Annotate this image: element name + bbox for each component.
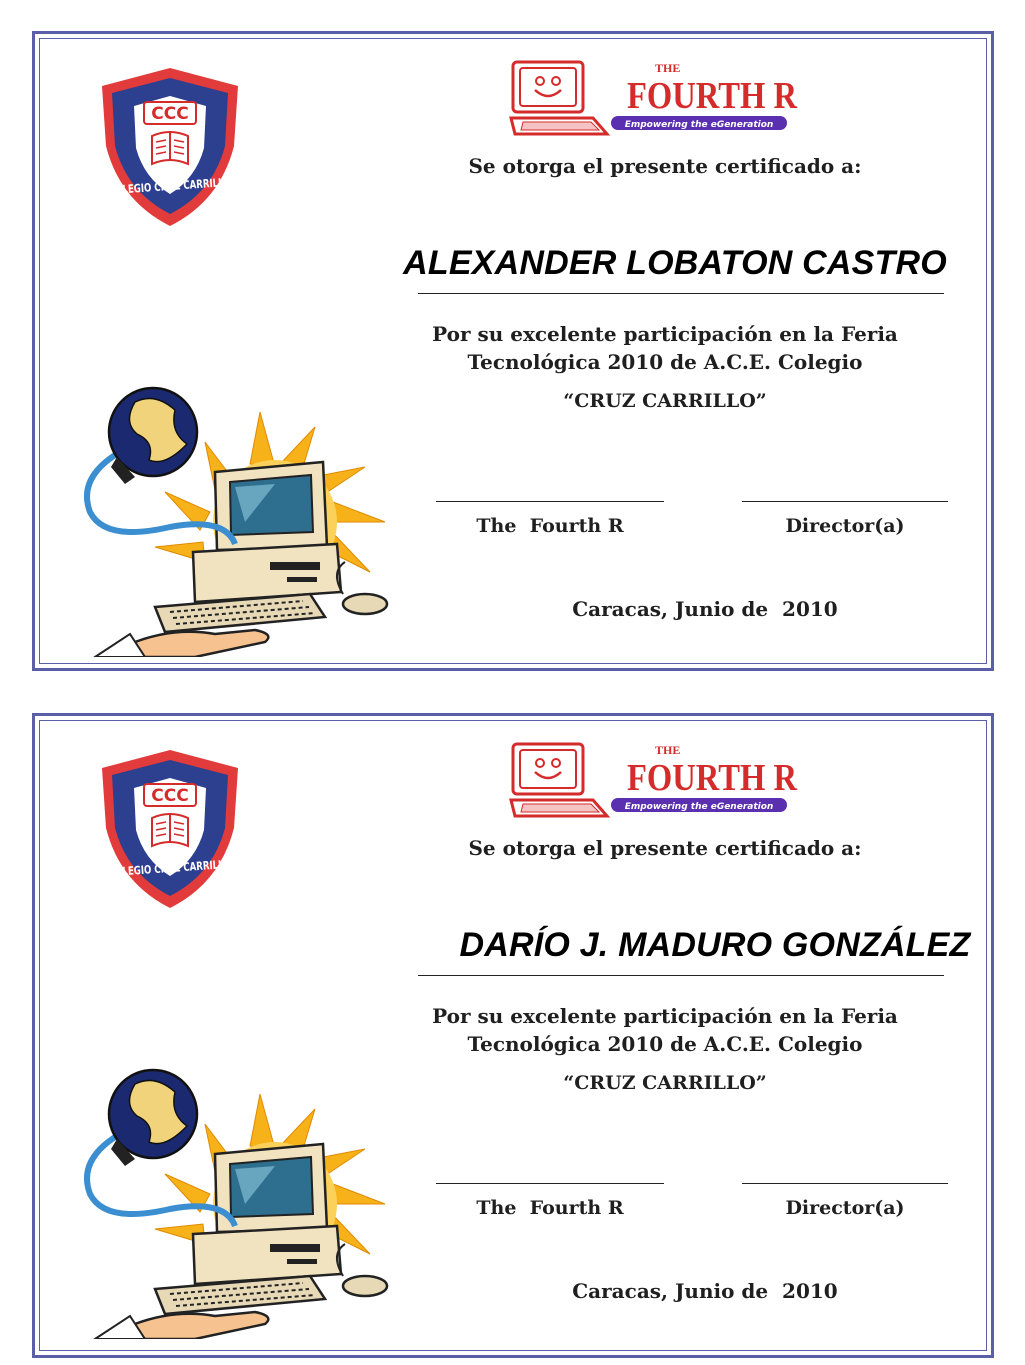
brand-tagline: Empowering the eGeneration [624,802,774,812]
crest-banner-text: COLEGIO CRUZ CARRILLO [108,171,273,198]
brand-tagline: Empowering the eGeneration [624,120,774,130]
signature-line-right [742,1183,948,1184]
certificate-1 [32,31,994,671]
brand-name: FOURTH R [627,75,798,117]
brand-the: THE [655,61,681,75]
signature-label-fourth-r: The Fourth R [476,1197,624,1219]
fourth-r-logo [505,56,805,140]
signature-label-director: Director(a) [785,515,905,537]
signature-line-left [436,1183,664,1184]
place-and-date: Caracas, Junio de 2010 [572,597,838,621]
school-crest-logo [100,748,273,910]
brand-the: THE [655,743,681,757]
place-and-date: Caracas, Junio de 2010 [572,1279,838,1303]
recipient-name: ALEXANDER LOBATON CASTRO [403,244,947,282]
signature-line-left [436,501,664,502]
awarded-to-text: Se otorga el presente certificado a: [468,154,862,178]
crest-banner-text: COLEGIO CRUZ CARRILLO [108,853,273,880]
computer-clipart [75,372,405,657]
school-name: “CRUZ CARRILLO” [563,390,767,412]
fourth-r-logo [505,738,805,822]
crest-initials: CCC [151,104,189,124]
reason-line-1: Por su excelente participación en la Feria [432,1004,898,1028]
reason-line-2: Tecnológica 2010 de A.C.E. Colegio [467,1032,863,1056]
awarded-to-text: Se otorga el presente certificado a: [468,836,862,860]
participation-reason [375,1002,955,1058]
name-underline [418,975,944,976]
crest-initials: CCC [151,786,189,806]
school-crest-logo [100,66,273,228]
certificate-2 [32,713,994,1358]
computer-clipart [75,1054,405,1339]
reason-line-2: Tecnológica 2010 de A.C.E. Colegio [467,350,863,374]
reason-line-1: Por su excelente participación en la Feria [432,322,898,346]
brand-name: FOURTH R [627,757,798,799]
school-name: “CRUZ CARRILLO” [563,1072,767,1094]
signature-label-fourth-r: The Fourth R [476,515,624,537]
signature-line-right [742,501,948,502]
participation-reason [375,320,955,376]
recipient-name: DARÍO J. MADURO GONZÁLEZ [459,926,971,964]
name-underline [418,293,944,294]
signature-label-director: Director(a) [785,1197,905,1219]
